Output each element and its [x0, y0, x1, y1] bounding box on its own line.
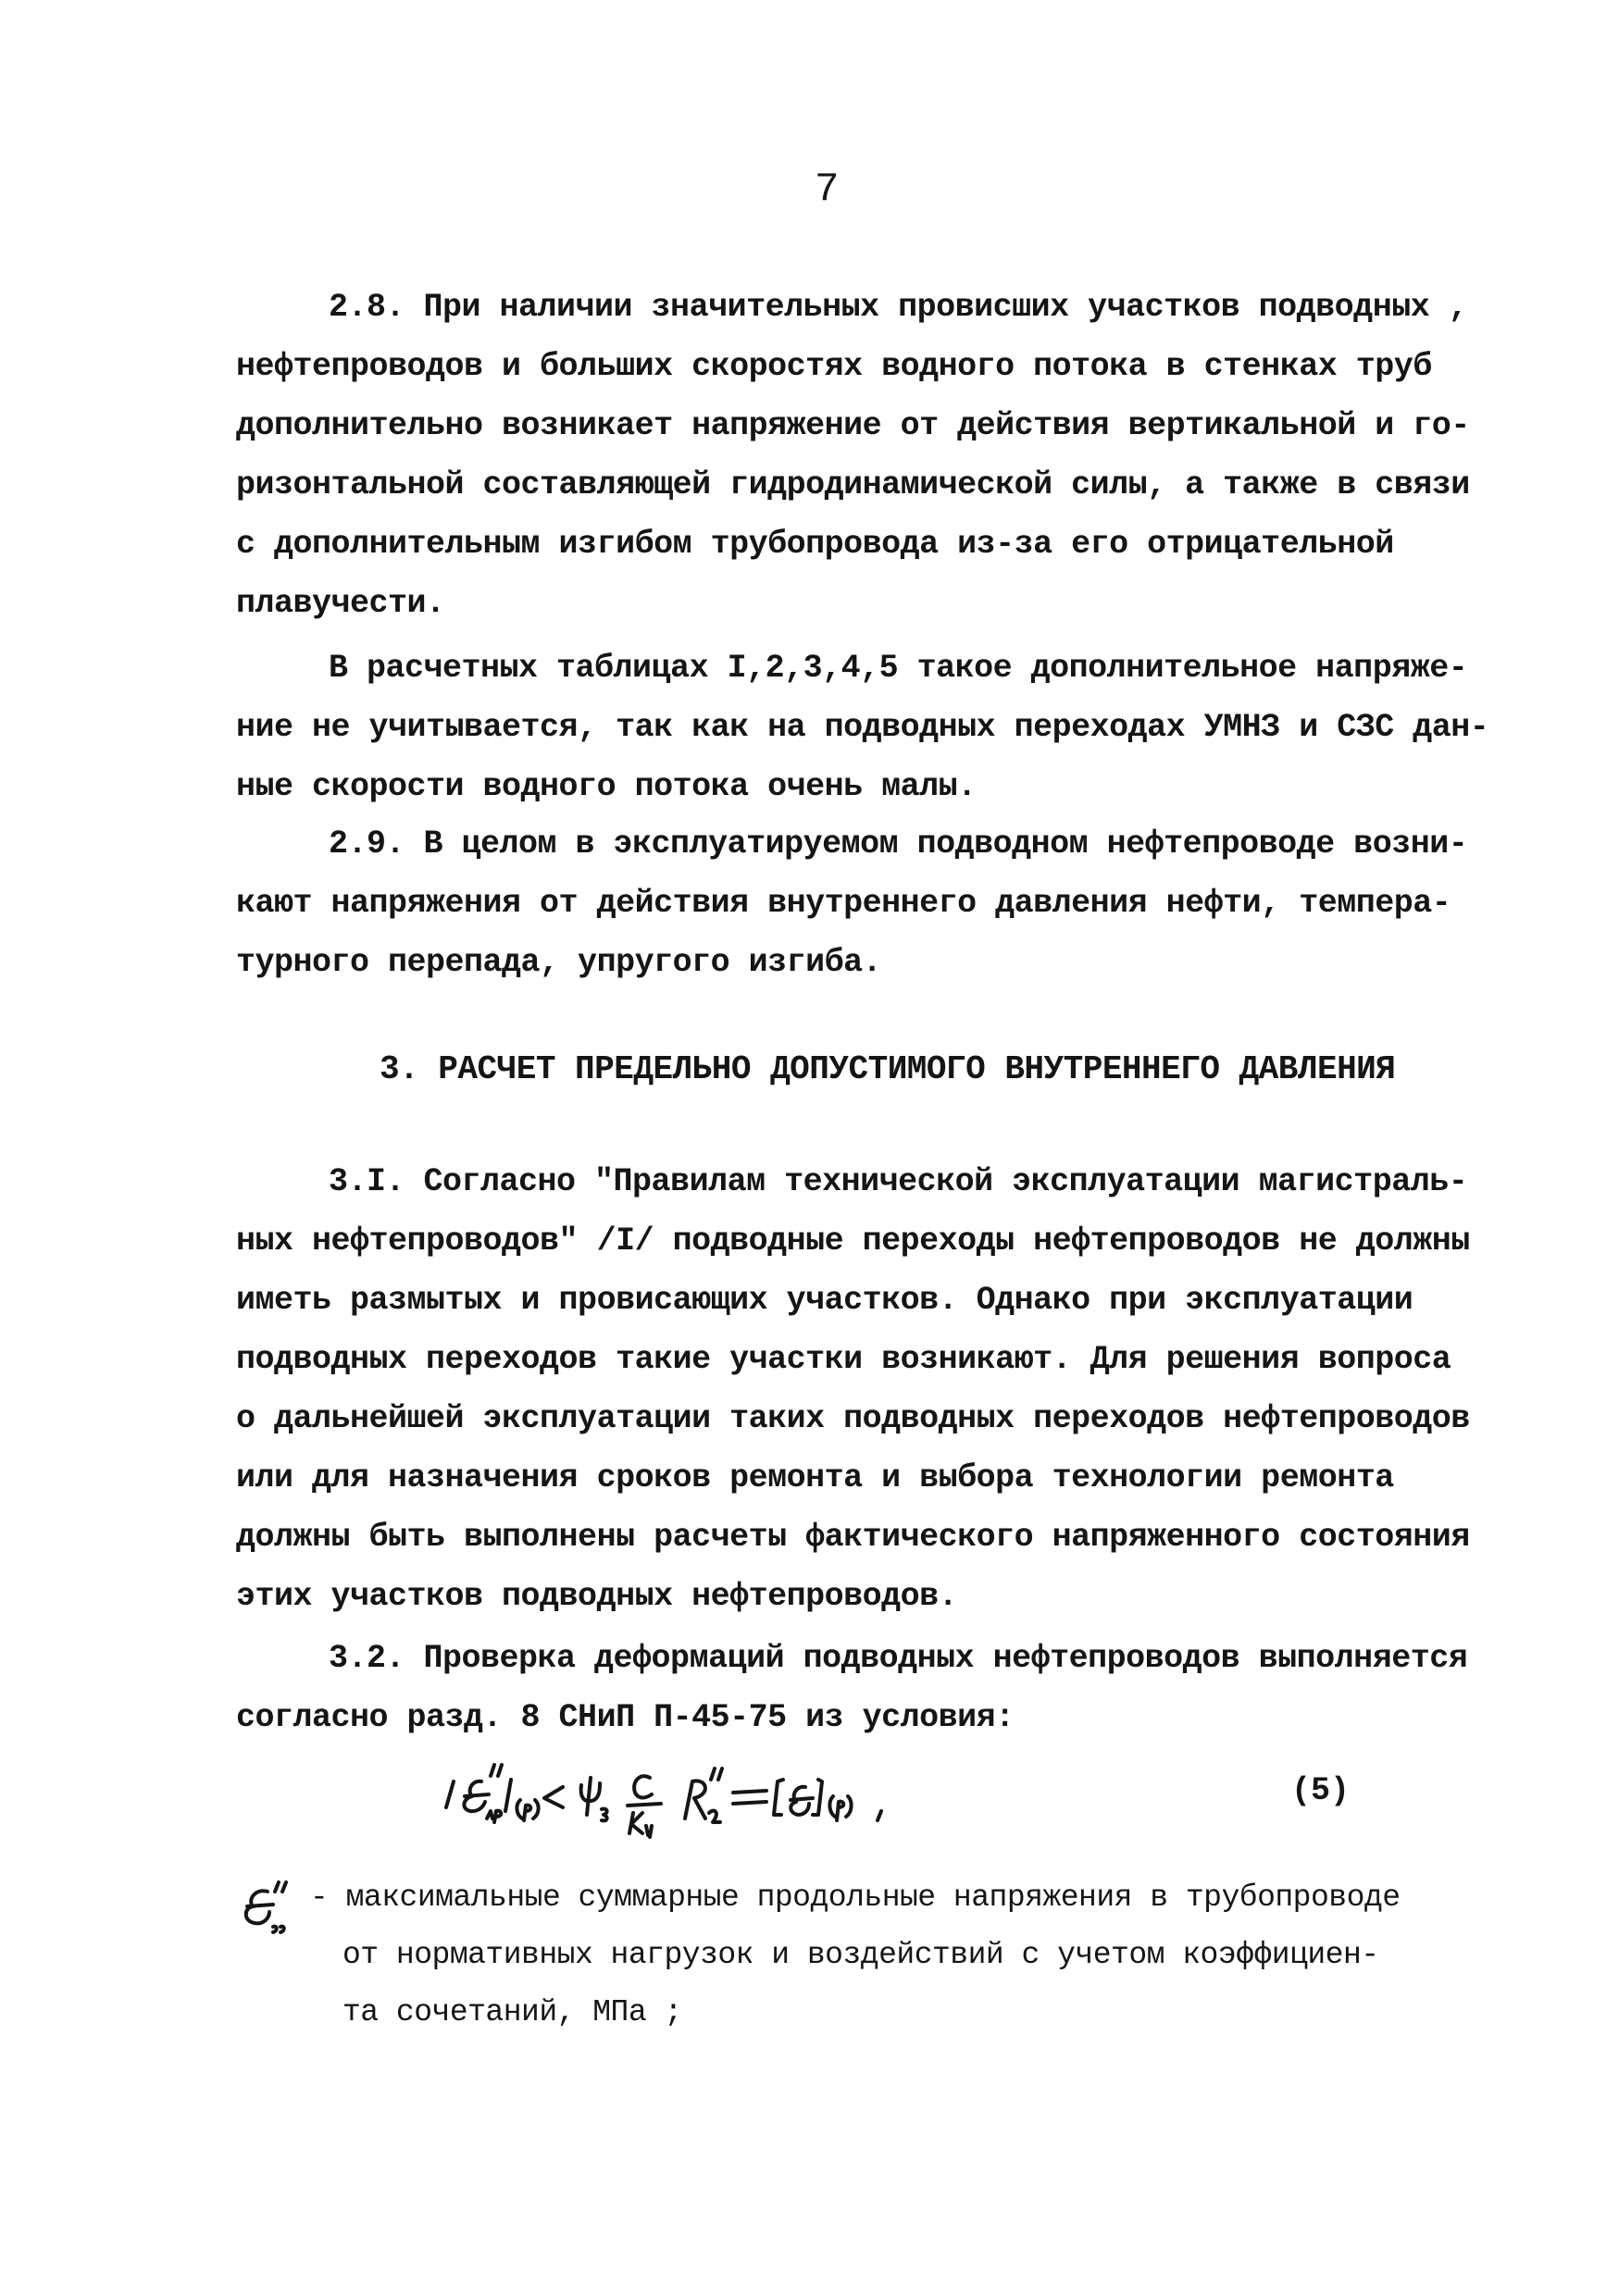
paragraph-line: ных нефтепроводов" /I/ подводные переходы нефтепроводов не должны	[236, 1222, 1470, 1260]
paragraph-line: иметь размытых и провисающих участков. Однако при эксплуатации	[236, 1282, 1414, 1319]
paragraph-line: этих участков подводных нефтепроводов.	[236, 1578, 958, 1615]
formula-number: (5)	[1291, 1772, 1351, 1809]
paragraph-line: дополнительно возникает напряжение от действия вертикальной и го-	[236, 407, 1470, 444]
paragraph-line: с дополнительным изгибом трубопровода из-за его отрицательной	[236, 526, 1394, 563]
paragraph-line: ные скорости водного потока очень малы.	[236, 768, 977, 805]
definition-line: та сочетаний, МПа ;	[342, 1995, 682, 2029]
formula-5	[435, 1754, 990, 1855]
paragraph-line: В расчетных таблицах I,2,3,4,5 такое дополнительное напряже-	[329, 650, 1468, 687]
handwritten-formula	[435, 1754, 990, 1855]
paragraph-line: кают напряжения от действия внутреннего давления нефти, темпера-	[236, 885, 1451, 922]
paragraph-line: 2.9. В целом в эксплуатируемом подводном нефтепроводе возни-	[329, 825, 1468, 863]
page-number: 7	[815, 167, 840, 213]
sigma-symbol	[236, 1879, 301, 1943]
paragraph-tables	[236, 639, 1489, 816]
paragraph-line: 3.2. Проверка деформаций подводных нефтепроводов выполняется	[329, 1640, 1468, 1677]
definition-line: от нормативных нагрузок и воздействий с учетом коэффициен-	[342, 1938, 1379, 1972]
paragraph-3-2	[236, 1629, 1468, 1747]
paragraph-line: 3.I. Согласно "Правилам технической эксплуатации магистраль-	[329, 1163, 1468, 1200]
paragraph-line: или для назначения сроков ремонта и выбора технологии ремонта	[236, 1459, 1394, 1496]
paragraph-line: о дальнейшей эксплуатации таких подводных переходов нефтепроводов	[236, 1400, 1470, 1437]
paragraph-line: ние не учитывается, так как на подводных переходах УМНЗ и СЗС дан-	[236, 709, 1489, 746]
section-title: 3. РАСЧЕТ ПРЕДЕЛЬНО ДОПУСТИМОГО ВНУТРЕННЕГО ДАВЛЕНИЯ	[380, 1050, 1396, 1088]
paragraph-line: согласно разд. 8 СНиП П-45-75 из условия:	[236, 1699, 1015, 1736]
paragraph-2-8	[236, 278, 1470, 633]
paragraph-line: плавучести.	[236, 585, 445, 622]
sigma-definition	[310, 1869, 1401, 2042]
paragraph-line: подводных переходов такие участки возникают. Для решения вопроса	[236, 1341, 1451, 1378]
paragraph-line: должны быть выполнены расчеты фактического напряженного состояния	[236, 1519, 1470, 1556]
definition-line: - максимальные суммарные продольные напряжения в трубопроводе	[310, 1880, 1401, 1915]
paragraph-line: турного перепада, упругого изгиба.	[236, 944, 882, 981]
paragraph-line: ризонтальной составляющей гидродинамической силы, а также в связи	[236, 466, 1470, 503]
handwritten-sigma-icon	[236, 1879, 301, 1943]
paragraph-line: 2.8. При наличии значительных провисших участков подводных ,	[329, 289, 1468, 326]
paragraph-line: нефтепроводов и больших скоростях водного потока в стенках труб	[236, 348, 1432, 385]
paragraph-2-9	[236, 814, 1468, 992]
paragraph-3-1	[236, 1152, 1470, 1626]
